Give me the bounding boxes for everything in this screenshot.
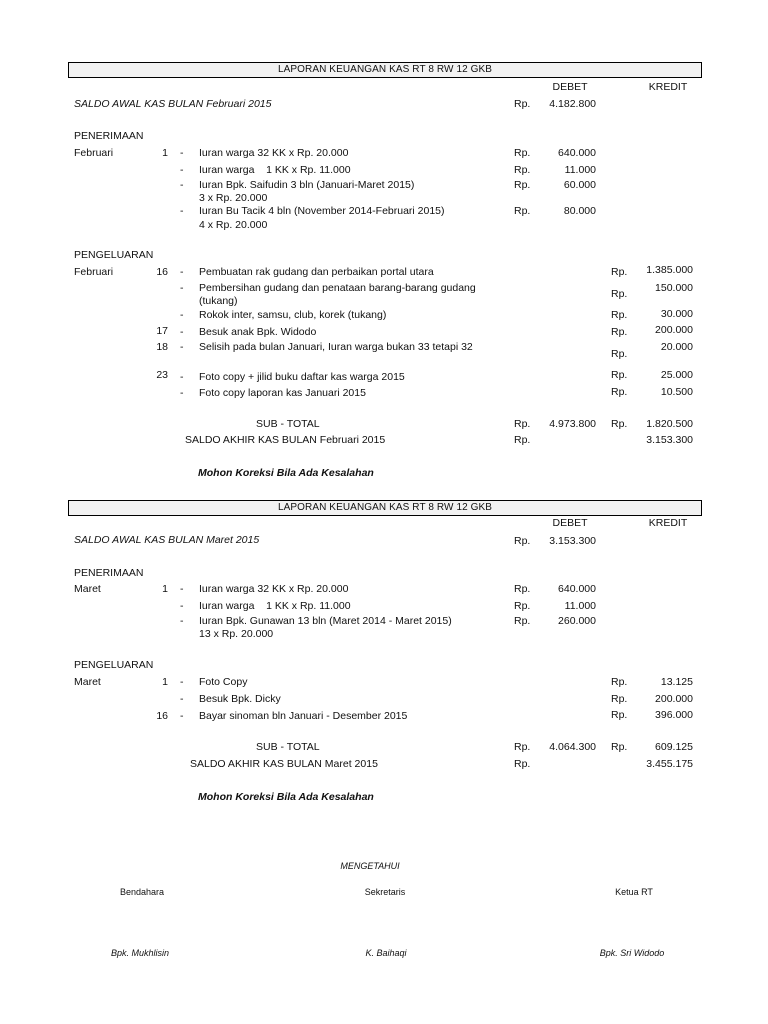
report1-peng-desc: Pembersihan gudang dan penataan barang-barang gudang (199, 282, 476, 294)
report2-pen-rp: Rp. (514, 583, 531, 595)
report1-peng-dash: - (180, 371, 184, 383)
report2-pen-dash: - (180, 583, 184, 595)
report1-peng-dash: - (180, 341, 184, 353)
report1-title: LAPORAN KEUANGAN KAS RT 8 RW 12 GKB (68, 62, 702, 78)
report1-peng-desc: Selisih pada bulan Januari, Iuran warga bukan 33 tetapi 32 (199, 341, 473, 353)
report1-pen-desc: Iuran Bu Tacik 4 bln (November 2014-Februari 2015) (199, 205, 445, 217)
report2-peng-dash: - (180, 710, 184, 722)
report2-pen-desc: Iuran Bpk. Gunawan 13 bln (Maret 2014 - Maret 2015) (199, 615, 452, 627)
report2-kredit-header: KREDIT (648, 517, 688, 529)
report1-pen-rp: Rp. (514, 164, 531, 176)
report1-peng-day: 23 (156, 369, 168, 381)
report1-peng-value: 30.000 (660, 308, 693, 320)
role-bendahara: Bendahara (119, 887, 165, 897)
report1-subtotal-label: SUB - TOTAL (256, 418, 320, 430)
report1-pen-dash: - (180, 179, 184, 191)
report1-pen-rp: Rp. (514, 179, 531, 191)
report1-peng-value: 1.385.000 (646, 264, 693, 276)
role-ketua-rt: Ketua RT (615, 887, 653, 897)
report1-peng-day: 18 (156, 341, 168, 353)
report1-peng-dash: - (180, 282, 184, 294)
report2-peng-dash: - (180, 693, 184, 705)
report1-subtotal-rp-kredit: Rp. (611, 418, 628, 430)
report2-penerimaan-heading: PENERIMAAN (74, 567, 144, 579)
name-bendahara: Bpk. Mukhlisin (110, 948, 170, 958)
report1-pen-desc: Iuran Bpk. Saifudin 3 bln (Januari-Maret 2015) (199, 179, 415, 191)
report1-pen-rp: Rp. (514, 205, 531, 217)
report2-saldo-awal-value: 3.153.300 (549, 535, 596, 547)
report1-peng-value: 20.000 (660, 341, 693, 353)
report2-saldo-akhir-label: SALDO AKHIR KAS BULAN Maret 2015 (190, 758, 378, 770)
report2-peng-value: 396.000 (655, 709, 693, 721)
report1-subtotal-rp-debet: Rp. (514, 418, 531, 430)
report1-pen-desc: Iuran warga 1 KK x Rp. 11.000 (199, 164, 351, 176)
report2-pen-value: 640.000 (558, 583, 596, 595)
report1-saldo-akhir-rp: Rp. (514, 434, 531, 446)
report2-pen-dash: - (180, 600, 184, 612)
report1-peng-rp: Rp. (611, 309, 628, 321)
report1-pengeluaran-month: Februari (74, 266, 114, 278)
report1-pen-value: 640.000 (558, 147, 596, 159)
report2-pen-rp: Rp. (514, 600, 531, 612)
report2-saldo-awal-label: SALDO AWAL KAS BULAN Maret 2015 (74, 534, 260, 546)
report2-peng-desc: Besuk Bpk. Dicky (199, 693, 281, 705)
name-sekretaris: K. Baihaqi (365, 948, 407, 958)
report1-peng-dash: - (180, 309, 184, 321)
report2-peng-rp: Rp. (611, 676, 628, 688)
report2-peng-desc: Bayar sinoman bln Januari - Desember 2015 (199, 710, 408, 722)
report1-peng-rp: Rp. (611, 266, 628, 278)
report1-note: Mohon Koreksi Bila Ada Kesalahan (198, 467, 374, 479)
report1-peng-desc-line2: (tukang) (199, 295, 238, 307)
report1-saldo-awal-label: SALDO AWAL KAS BULAN Februari 2015 (74, 98, 272, 110)
report1-peng-value: 10.500 (660, 386, 693, 398)
report1-peng-day: 17 (156, 325, 168, 337)
report2-subtotal-debet: 4.064.300 (549, 741, 596, 753)
report2-pen-value: 260.000 (558, 615, 596, 627)
report1-pen-dash: - (180, 164, 184, 176)
report1-peng-rp: Rp. (611, 369, 628, 381)
report2-pen-rp: Rp. (514, 615, 531, 627)
report1-pen-desc-line2: 3 x Rp. 20.000 (199, 192, 268, 204)
report2-pen-desc: Iuran warga 1 KK x Rp. 11.000 (199, 600, 351, 612)
report1-subtotal-debet: 4.973.800 (549, 418, 596, 430)
report2-pengeluaran-month: Maret (74, 676, 101, 688)
report2-peng-dash: - (180, 676, 184, 688)
report1-saldo-awal-value: 4.182.800 (549, 98, 596, 110)
report1-peng-desc: Foto copy laporan kas Januari 2015 (199, 387, 366, 399)
report1-peng-dash: - (180, 266, 184, 278)
report1-pengeluaran-heading: PENGELUARAN (74, 249, 154, 261)
report1-peng-value: 150.000 (655, 282, 693, 294)
report1-penerimaan-month: Februari (74, 147, 114, 159)
report1-saldo-awal-rp: Rp. (514, 98, 531, 110)
report2-pen-dash: - (180, 615, 184, 627)
report1-saldo-akhir-label: SALDO AKHIR KAS BULAN Februari 2015 (185, 434, 386, 446)
mengetahui-label: MENGETAHUI (340, 861, 400, 871)
report2-peng-rp: Rp. (611, 709, 628, 721)
report2-saldo-akhir-rp: Rp. (514, 758, 531, 770)
report2-subtotal-kredit: 609.125 (655, 741, 693, 753)
report2-pen-desc-line2: 13 x Rp. 20.000 (199, 628, 274, 640)
report1-peng-rp: Rp. (611, 348, 628, 360)
report1-peng-desc: Besuk anak Bpk. Widodo (199, 326, 317, 338)
report1-peng-desc: Foto copy + jilid buku daftar kas warga 2015 (199, 371, 405, 383)
report2-saldo-akhir-value: 3.455.175 (646, 758, 693, 770)
report1-pen-desc-line2: 4 x Rp. 20.000 (199, 219, 268, 231)
report2-peng-value: 13.125 (660, 676, 693, 688)
report2-peng-value: 200.000 (655, 693, 693, 705)
report1-peng-rp: Rp. (611, 326, 628, 338)
report2-pen-desc: Iuran warga 32 KK x Rp. 20.000 (199, 583, 349, 595)
report2-peng-day: 1 (162, 676, 168, 688)
report1-debet-header: DEBET (552, 81, 588, 93)
report1-peng-desc: Rokok inter, samsu, club, korek (tukang) (199, 309, 387, 321)
report2-pen-value: 11.000 (564, 600, 596, 612)
name-ketua-rt: Bpk. Sri Widodo (599, 948, 665, 958)
report1-saldo-akhir-value: 3.153.300 (646, 434, 693, 446)
report1-pen-dash: - (180, 147, 184, 159)
report2-saldo-awal-rp: Rp. (514, 535, 531, 547)
report2-peng-desc: Foto Copy (199, 676, 248, 688)
report1-penerimaan-day: 1 (162, 147, 168, 159)
report1-pen-value: 80.000 (563, 205, 596, 217)
report2-peng-day: 16 (156, 710, 168, 722)
report1-pen-dash: - (180, 205, 184, 217)
report2-note: Mohon Koreksi Bila Ada Kesalahan (198, 791, 374, 803)
report1-peng-value: 200.000 (655, 324, 693, 336)
report2-title: LAPORAN KEUANGAN KAS RT 8 RW 12 GKB (68, 500, 702, 516)
report1-kredit-header: KREDIT (648, 81, 688, 93)
report1-peng-desc: Pembuatan rak gudang dan perbaikan portal utara (199, 266, 434, 278)
report2-debet-header: DEBET (552, 517, 588, 529)
report1-penerimaan-heading: PENERIMAAN (74, 130, 144, 142)
report1-peng-value: 25.000 (660, 369, 693, 381)
report2-penerimaan-day: 1 (162, 583, 168, 595)
report1-pen-value: 11.000 (564, 164, 596, 176)
report1-peng-day: 16 (156, 266, 168, 278)
report2-penerimaan-month: Maret (74, 583, 101, 595)
report2-subtotal-rp-debet: Rp. (514, 741, 531, 753)
report1-subtotal-kredit: 1.820.500 (646, 418, 693, 430)
report1-pen-rp: Rp. (514, 147, 531, 159)
report1-pen-desc: Iuran warga 32 KK x Rp. 20.000 (199, 147, 349, 159)
role-sekretaris: Sekretaris (364, 887, 406, 897)
report2-pengeluaran-heading: PENGELUARAN (74, 659, 154, 671)
report1-peng-rp: Rp. (611, 386, 628, 398)
report1-pen-value: 60.000 (563, 179, 596, 191)
report2-subtotal-label: SUB - TOTAL (256, 741, 320, 753)
report1-peng-dash: - (180, 387, 184, 399)
report2-subtotal-rp-kredit: Rp. (611, 741, 628, 753)
report2-peng-rp: Rp. (611, 693, 628, 705)
report1-peng-dash: - (180, 326, 184, 338)
report1-peng-rp: Rp. (611, 288, 628, 300)
